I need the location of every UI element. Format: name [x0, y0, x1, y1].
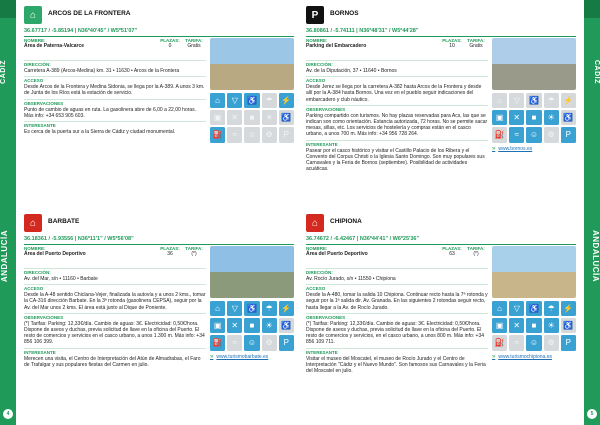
entry-media: [492, 38, 576, 152]
section-acceso: ACCESO Desde la A-48 sentido Chiclana-Vejer, finalizada la autovía y a unos 2 kms., tomar la CA-316 dirección Barbate. En la 3ª rotonda (gasolinera CEPSA), seguir por la Av. del Mar unos 2 kms. El área está junto al Dique de Poniente.: [24, 286, 206, 311]
observaciones-text: Punto de cambio de aguas en ruta. La gasolinera abre de 6,00 a 22,00 horas. Más info: +34 653 905 603.: [24, 106, 197, 119]
section-acceso: ACCESO Desde Arcos de la Frontera y Medina Sidonia, se llega por la A-389. A unos 3 km. de Junta de los Ríos está la estación de servicio.: [24, 78, 205, 97]
name-plazas-row: [24, 38, 206, 58]
wifi-icon: ≈: [509, 335, 524, 350]
section-interesante: INTERESANTE Pasear por el casco histórico y visitar el Castillo Palacio de los Ribera y el Convento del Corpus Christi o la Iglesia Santo Domingo. Son muy populares sus Carnavales y la Feria de Bornos (septiembre). Posibilidad de actividades acuáticas.: [306, 140, 488, 173]
plazas-value: 36: [167, 251, 173, 257]
page-number: 5: [587, 409, 597, 419]
entry-title: BARBATE: [48, 218, 80, 225]
label-tarifa: TARIFA:: [467, 38, 485, 43]
interesante-text: Visitar el museo del Moscatel, el museo de Rocío Jurado y el Centro de Interpretación "Cádiz y el Nuevo Mundo". Son famosos sus Carnavales y la Feria del Moscatel en julio.: [306, 355, 486, 375]
area-name: Área del Puerto Deportivo: [24, 251, 86, 257]
direccion-text: Av. Rocío Jurado, s/n • 11550 • Chipiona: [306, 276, 396, 282]
entry-header: [306, 214, 576, 234]
label-nombre: NOMBRE:: [306, 246, 328, 251]
section-acceso: ACCESO Desde Jerez se llega por la carretera A-382 hasta Arcos de la Frontera y desde allí por la A-384 hasta Bornos. Una vez en el pueblo seguir indicaciones del embarcadero y club náutico.: [306, 76, 488, 103]
restaurant-icon: ✕: [509, 110, 524, 125]
area-type-logo: ⌂: [24, 6, 42, 24]
bus-icon: ■: [526, 318, 541, 333]
interesante-text: Es cerca de la puerta sur a la Sierra de Cádiz y ciudad monumental.: [24, 129, 176, 136]
fuel-icon: ⛽: [492, 335, 507, 350]
electricity-icon: ⚡: [561, 93, 576, 108]
services-icon-grid: [492, 93, 576, 143]
arrow-icon: »: [210, 353, 214, 360]
restaurant-icon: ✕: [509, 318, 524, 333]
services-icon-grid: [210, 301, 294, 351]
entry-barbate: [24, 214, 294, 419]
bus-icon: ■: [526, 110, 541, 125]
services-icon-grid: [492, 301, 576, 351]
shop-icon: ▣: [492, 110, 507, 125]
beach-icon: ☀: [262, 318, 277, 333]
province-label: CÁDIZ: [0, 60, 7, 84]
shower-icon: ☂: [544, 93, 559, 108]
right-side-band: [584, 0, 600, 425]
plazas-value: 10: [449, 43, 455, 49]
entry-media: [210, 38, 294, 143]
entry-text: [24, 246, 206, 368]
shop-icon: ▣: [210, 110, 225, 125]
area-photo: [492, 38, 576, 90]
area-name: Área del Puerto Deportivo: [306, 251, 368, 257]
gps-coordinates: 36.67717 / -5.85194 | N36º40'45" / W5º51'07": [24, 28, 294, 37]
toilet-icon: ♿: [244, 93, 259, 108]
bicycle-icon: ⚙: [262, 335, 277, 350]
plazas-value: 63: [449, 251, 455, 257]
section-direccion: DIRECCIÓN: Av. de la Diputación, 37 • 11640 • Bornos: [306, 60, 488, 74]
electricity-icon: ⚡: [279, 301, 294, 316]
toilet-icon: ♿: [526, 301, 541, 316]
playground-icon: ☺: [244, 127, 259, 142]
label-tarifa: TARIFA:: [185, 38, 203, 43]
drain-icon: ▽: [227, 93, 242, 108]
section-direccion: DIRECCIÓN: Av. Rocío Jurado, s/n • 11550 • Chipiona: [306, 268, 488, 282]
shower-icon: ☂: [262, 301, 277, 316]
parking-icon: P: [279, 335, 294, 350]
area-type-logo: P: [306, 6, 324, 24]
section-observaciones: OBSERVACIONES Parking compartido con turismos. No hay plazas reservadas para Acs, las que se indican son como orientación. Estancia autorizada, 72 horas. No se permite sacar mesas, sillas, etc. Los servicios de hostelería y compras están en el casco urbano, a unos 700 m. Más info: +34 956 728 264.: [306, 106, 488, 138]
section-acceso: ACCESO Desde la A-480, tomar la salida 10 Chipiona. Continuar recto hasta la 7ª rotonda y seguir por la 1ª salida dir. Av. Granada. En las siguientes 2 rotondas seguir recto, hasta llegar a la Av. de Rocío Jurado.: [306, 286, 488, 311]
website-link[interactable]: [492, 354, 576, 360]
water-tap-icon: ⌂: [210, 301, 225, 316]
area-photo: [210, 38, 294, 90]
region-label: ANDALUCÍA: [591, 230, 600, 283]
drain-icon: ▽: [509, 301, 524, 316]
wheelchair-icon: ♿: [561, 318, 576, 333]
interesante-text: Merecen una visita, el Centro de Interpretación del Atún de Almadrabas, el Faro de Trafalgar y sus populares fiestas del Carmen en julio.: [24, 355, 201, 368]
label-nombre: NOMBRE:: [24, 246, 46, 251]
tarifa-value: Gratis: [469, 43, 483, 49]
entry-text: [306, 38, 488, 172]
area-type-logo: ⌂: [24, 214, 42, 232]
area-name: Parking del Embarcadero: [306, 43, 367, 49]
water-tap-icon: ⌂: [492, 301, 507, 316]
fuel-icon: ⛽: [492, 127, 507, 142]
gps-coordinates: 36.74672 / -6.42467 | N36º44'41" / W6º25'36": [306, 236, 576, 245]
wheelchair-icon: ♿: [279, 110, 294, 125]
toilet-icon: ♿: [526, 93, 541, 108]
observaciones-text: (*) Tarifas: Parking: 12,33€/día. Cambio de aguas: 3€. Electricidad: 0,50€/hora. Dispone de aseos y duchas, previa solicitud de llave en la oficina del Puerto. El resto de comercios y servicios, en el casco urbano, a unos 800 m. Más info: +34 856 109 711.: [306, 320, 485, 346]
section-interesante: INTERESANTE Visitar el museo del Moscatel, el museo de Rocío Jurado y el Centro de Interpretación "Cádiz y el Nuevo Mundo". Son famosos sus Carnavales y la Feria del Moscatel en julio.: [306, 348, 488, 375]
acceso-text: Desde Jerez se llega por la carretera A-382 hasta Arcos de la Frontera y desde allí por la A-384 hasta Bornos. Una vez en el pueblo seguir indicaciones del embarcadero y club náutico.: [306, 84, 482, 103]
shower-icon: ☂: [544, 301, 559, 316]
province-label: CÁDIZ: [593, 60, 600, 84]
electricity-icon: ⚡: [561, 301, 576, 316]
entry-text: [306, 246, 488, 374]
parking-icon: P: [561, 127, 576, 142]
wifi-icon: ≈: [227, 335, 242, 350]
bicycle-icon: ⚙: [262, 127, 277, 142]
direccion-text: Carretera A-389 (Arcos-Medina) km. 31 • 11630 • Arcos de la Frontera: [24, 68, 180, 74]
wheelchair-icon: ♿: [561, 110, 576, 125]
gps-coordinates: 36.80861 / -5.74111 | N36º48'31" / W5º44'28": [306, 28, 576, 37]
entry-header: [24, 214, 294, 234]
tarifa-value: (*): [191, 251, 197, 257]
website-url[interactable]: www.bornos.es: [498, 145, 533, 152]
beach-icon: ☀: [544, 318, 559, 333]
area-photo: [492, 246, 576, 298]
website-link[interactable]: [210, 354, 294, 360]
entry-arcos: [24, 6, 294, 211]
arrow-icon: »: [492, 353, 496, 360]
label-nombre: NOMBRE:: [24, 38, 46, 43]
interesante-text: Pasear por el casco histórico y visitar el Castillo Palacio de los Ribera y el Convento del Corpus Christi o la Iglesia Santo Domingo. Son muy populares sus Carnavales y la Feria de Bornos (septiembre). Posibilidad de actividades acuáticas.: [306, 147, 485, 173]
arrow-icon: »: [492, 145, 496, 152]
shop-icon: ▣: [210, 318, 225, 333]
tarifa-value: (*): [473, 251, 479, 257]
section-direccion: DIRECCIÓN: Av. del Mar, s/n • 11160 • Barbate: [24, 268, 206, 282]
label-plazas: PLAZAS:: [442, 38, 462, 43]
section-interesante: INTERESANTE Merecen una visita, el Centro de Interpretación del Atún de Almadrabas, el Faro de Trafalgar y sus populares fiestas del Carmen en julio.: [24, 348, 206, 368]
plazas-value: 0: [168, 43, 172, 49]
area-photo: [210, 246, 294, 298]
wifi-icon: ≈: [509, 127, 524, 142]
electricity-icon: ⚡: [279, 93, 294, 108]
gps-coordinates: 36.18361 / -5.93556 | N36º11'1" / W5º56'08": [24, 236, 294, 245]
entry-chipiona: [306, 214, 576, 419]
acceso-text: Desde Arcos de la Frontera y Medina Sidonia, se llega por la A-389. A unos 3 km. de Junta de los Ríos está la estación de servicio.: [24, 84, 205, 97]
label-nombre: NOMBRE:: [306, 38, 328, 43]
drain-icon: ▽: [227, 301, 242, 316]
shower-icon: ☂: [262, 93, 277, 108]
band-tab: [0, 0, 16, 18]
website-url[interactable]: www.turismochipiona.es: [498, 353, 552, 360]
section-interesante: INTERESANTE Es cerca de la puerta sur a la Sierra de Cádiz y ciudad monumental.: [24, 121, 206, 135]
tarifa-value: Gratis: [187, 43, 201, 49]
area-type-logo: ⌂: [306, 214, 324, 232]
parking-icon: P: [561, 335, 576, 350]
observaciones-text: Parking compartido con turismos. No hay plazas reservadas para Acs, las que se indican son como orientación. Estancia autorizada, 72 horas. No se permite sacar mesas, sillas, etc. Los servicios de hostelería y compras están en el casco urbano, a unos 700 m. Más info: +34 956 728 264.: [306, 112, 488, 138]
section-direccion: DIRECCIÓN: Carretera A-389 (Arcos-Medina) km. 31 • 11630 • Arcos de la Frontera: [24, 60, 206, 74]
water-tap-icon: ⌂: [492, 93, 507, 108]
fuel-icon: ⛽: [210, 127, 225, 142]
bicycle-icon: ⚙: [544, 335, 559, 350]
entry-title: ARCOS DE LA FRONTERA: [48, 10, 131, 17]
label-plazas: PLAZAS:: [160, 38, 180, 43]
beach-icon: ☀: [262, 110, 277, 125]
entry-header: [306, 6, 576, 26]
website-url[interactable]: www.turismobarbate.es: [216, 353, 269, 360]
section-observaciones: OBSERVACIONES (*) Tarifas: Parking: 12,33€/día. Cambio de aguas: 3€. Electricidad: 0,50€/hora. Dispone de aseos y duchas, previa solicitud de llave en la oficina del Puerto. El resto de comercios y servicios en el casco urbano, a unos 1.300 m. Más info: +34 856 106 399.: [24, 314, 205, 346]
water-tap-icon: ⌂: [210, 93, 225, 108]
toilet-icon: ♿: [244, 301, 259, 316]
name-plazas-row: [24, 246, 206, 266]
left-side-band: [0, 0, 16, 425]
bus-icon: ■: [244, 110, 259, 125]
parking-icon: P: [279, 127, 294, 142]
services-icon-grid: [210, 93, 294, 143]
direccion-text: Av. del Mar, s/n • 11160 • Barbate: [24, 276, 98, 282]
bicycle-icon: ⚙: [544, 127, 559, 142]
entry-title: BORNOS: [330, 10, 359, 17]
shop-icon: ▣: [492, 318, 507, 333]
label-plazas: PLAZAS:: [160, 246, 180, 251]
area-name: Área de Paterna-Valcarce: [24, 43, 85, 49]
acceso-text: Desde la A-48 sentido Chiclana-Vejer, finalizada la autovía y a unos 2 kms., tomar la CA-316 dirección Barbate. En la 3ª rotonda (gasolinera CEPSA), seguir por la Av. del Mar unos 2 kms. El área está junto al Dique de Poniente.: [24, 292, 206, 311]
entry-title: CHIPIONA: [330, 218, 362, 225]
observaciones-text: (*) Tarifas: Parking: 12,33€/día. Cambio de aguas: 3€. Electricidad: 0,50€/hora. Dispone de aseos y duchas, previa solicitud de llave en la oficina del Puerto. El resto de comercios y servicios en el casco urbano, a unos 1.300 m. Más info: +34 856 106 399.: [24, 320, 205, 346]
label-tarifa: TARIFA:: [185, 246, 203, 251]
playground-icon: ☺: [244, 335, 259, 350]
name-plazas-row: [306, 246, 488, 266]
playground-icon: ☺: [526, 335, 541, 350]
section-observaciones: OBSERVACIONES (*) Tarifas: Parking: 12,33€/día. Cambio de aguas: 3€. Electricidad: 0,50€/hora. Dispone de aseos y duchas, previa solicitud de llave en la oficina del Puerto. El resto de comercios y servicios, en el casco urbano, a unos 800 m. Más info: +34 856 109 711.: [306, 313, 488, 346]
region-label: ANDALUCÍA: [0, 230, 9, 283]
entry-header: [24, 6, 294, 26]
wifi-icon: ≈: [227, 127, 242, 142]
section-observaciones: OBSERVACIONES Punto de cambio de aguas en ruta. La gasolinera abre de 6,00 a 22,00 horas. Más info: +34 653 905 603.: [24, 99, 206, 119]
playground-icon: ☺: [526, 127, 541, 142]
name-plazas-row: [306, 38, 488, 58]
bus-icon: ■: [244, 318, 259, 333]
label-tarifa: TARIFA:: [467, 246, 485, 251]
entry-text: [24, 38, 206, 135]
drain-icon: ▽: [509, 93, 524, 108]
restaurant-icon: ✕: [227, 318, 242, 333]
entry-media: [492, 246, 576, 360]
restaurant-icon: ✕: [227, 110, 242, 125]
direccion-text: Av. de la Diputación, 37 • 11640 • Bornos: [306, 68, 397, 74]
wheelchair-icon: ♿: [279, 318, 294, 333]
fuel-icon: ⛽: [210, 335, 225, 350]
label-plazas: PLAZAS:: [442, 246, 462, 251]
band-tab: [584, 0, 600, 18]
website-link[interactable]: [492, 146, 576, 152]
entry-bornos: [306, 6, 576, 211]
beach-icon: ☀: [544, 110, 559, 125]
entry-media: [210, 246, 294, 360]
acceso-text: Desde la A-480, tomar la salida 10 Chipiona. Continuar recto hasta la 7ª rotonda y seguir por la 1ª salida dir. Av. Granada. En las siguientes 2 rotondas seguir recto, hasta llegar a la Av. de Rocío Jurado.: [306, 292, 488, 311]
page-number: 4: [3, 409, 13, 419]
